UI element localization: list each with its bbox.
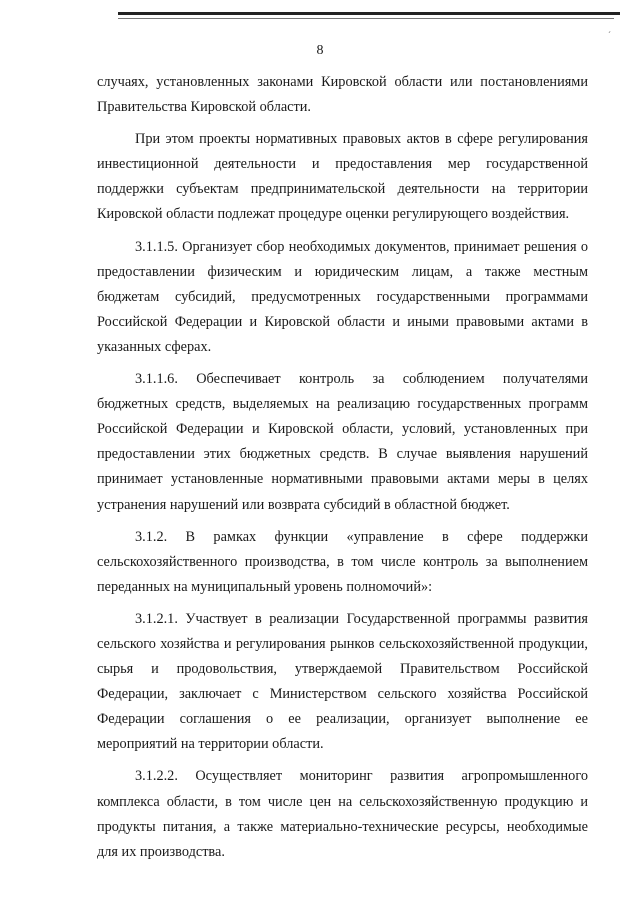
paragraph-3-1-1-6: 3.1.1.6. Обеспечивает контроль за соблюдением получателями бюджетных средств, выделяемых на реализацию государственных программ Российской Федерации и Кировской области, условий, установленных при предоставлении этих бюджетных средств. В случае выявления нарушений принимает установленные нормативными правовыми актами меры в целях устранения нарушений или возврата субсидий в областной бюджет.	[97, 371, 588, 513]
scan-corner-mark: ´	[608, 30, 611, 40]
paragraph-3-1-2-1: 3.1.2.1. Участвует в реализации Государственной программы развития сельского хозяйства и регулирования рынков сельскохозяйственной продукции, сырья и продовольствия, утверждаемой Правительством Российской Федерации, заключает с Министерством сельского хозяйства Российской Федерации соглашения о ее реализации, организует выполнение ее мероприятий на территории области.	[97, 610, 588, 753]
paragraph-3-1-1-5: 3.1.1.5. Организует сбор необходимых документов, принимает решения о предоставлении физическим и юридическим лицам, а также местным бюджетам субсидий, предусмотренных государственными программами Российской Федерации и Кировской области и иными правовыми актами в указанных сферах.	[97, 238, 588, 355]
paragraph-3-1-2: 3.1.2. В рамках функции «управление в сфере поддержки сельскохозяйственного производства, в том числе контроль за выполнением переданных на муниципальный уровень полномочий»:	[97, 528, 588, 595]
paragraph-3-1-2-2: 3.1.2.2. Осуществляет мониторинг развития агропромышленного комплекса области, в том числе цен на сельскохозяйственную продукцию и продукты питания, а также материально-технические ресурсы, необходимые для их производства.	[97, 768, 588, 860]
paragraph-continuation: случаях, установленных законами Кировской области или постановлениями Правительства Кировской области.	[97, 74, 588, 116]
document-body	[97, 70, 588, 872]
scan-top-rule-thin	[118, 18, 614, 19]
page-number: 8	[316, 43, 324, 58]
paragraph-regulatory-projects: При этом проекты нормативных правовых актов в сфере регулирования инвестиционной деятельности и предоставления мер государственной поддержки субъектам предпринимательской деятельности на территории Кировской области подлежат процедуре оценки регулирующего воздействия.	[97, 131, 588, 223]
scan-top-rule	[118, 12, 620, 15]
